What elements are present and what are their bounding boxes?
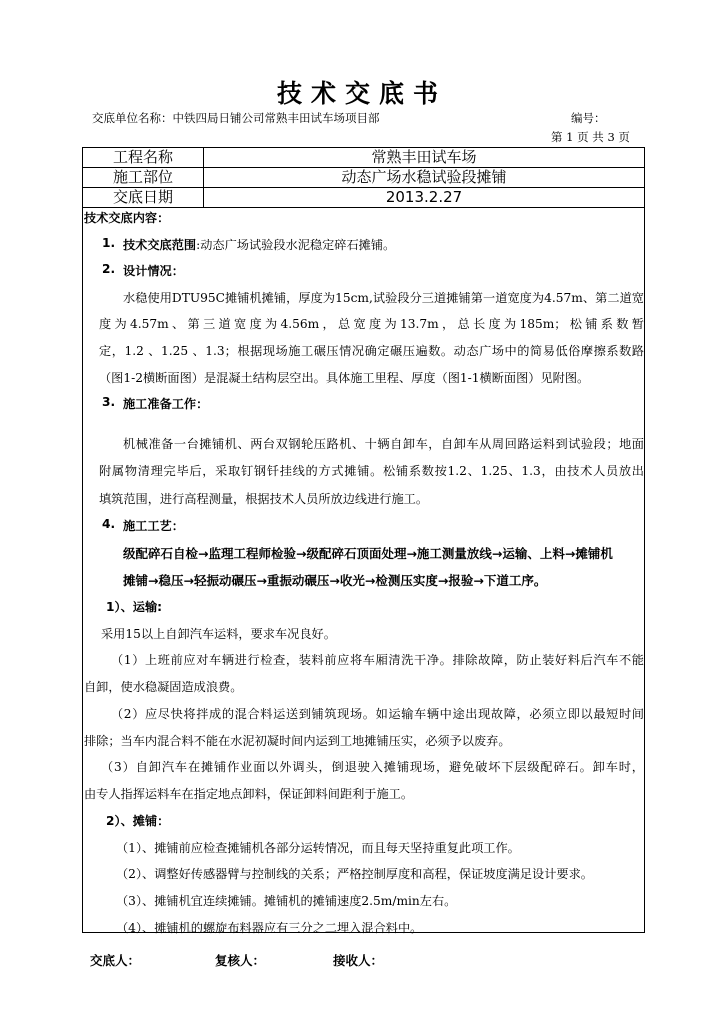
section-3-line: 机械准备一台摊铺机、两台双钢轮压路机、十辆自卸车，自卸车从周回路运料到试验段；地面 (123, 437, 644, 451)
section-4-number: 4. (102, 517, 116, 531)
section-3-title: 施工准备工作： (123, 397, 209, 411)
section-3-number: 3. (102, 395, 116, 409)
paving-line: （3）、摊铺机宜连续摊铺。摊铺机的摊铺速度2.5m/min左右。 (116, 894, 457, 908)
section-1-number: 1. (102, 236, 116, 250)
document-title: 技术交底书 (276, 79, 447, 108)
paving-line: （2）、调整好传感器臂与控制线的关系；严格控制厚度和高程，保证坡度满足设计要求。 (116, 867, 593, 881)
project-name-row (83, 148, 644, 168)
transport-line: 自卸，使水稳凝固造成浪费。 (84, 680, 243, 694)
section-2-line: 度为4.57m、第三道宽度为4.56m，总宽度为13.7m，总长度为185m；松铺系数暂 (99, 317, 644, 331)
receiver-signature-label: 接收人： (333, 953, 384, 968)
project-name-label: 工程名称 (83, 148, 204, 167)
construction-part-value: 动态广场水稳试验段摊铺 (341, 168, 507, 186)
section-2-line: （图1-2横断面图）是混凝土结构层空出。具体施工里程、厚度（图1-1横断面图）见附图。 (99, 371, 590, 385)
section-4-title: 施工工艺： (123, 519, 184, 533)
section-2-line: 水稳使用DTU95C摊铺机摊铺，厚度为15cm,试验段分三道摊铺第一道宽度为4.57m、第二道宽 (123, 291, 644, 305)
disclosure-date-label: 交底日期 (83, 188, 204, 207)
transport-line: （3）自卸汽车在摊铺作业面以外调头，倒退驶入摊铺现场，避免破坏下层级配碎石。卸车时， (101, 760, 644, 774)
transport-line: 采用15以上自卸汽车运料，要求车况良好。 (101, 627, 336, 641)
page-info: 第 1 页 共 3 页 (551, 130, 630, 144)
section-2-number: 2. (102, 262, 116, 276)
disclosure-date-row (83, 188, 644, 208)
section-1-title: 技术交底范围 (123, 238, 197, 252)
transport-line: （2）应尽快将拌成的混合料运送到铺筑现场。如运输车辆中途出现故障，必须立即以最短时间 (111, 707, 644, 721)
construction-part-row (83, 168, 644, 188)
paving-title: 2）、摊铺： (106, 814, 170, 828)
transport-line: 排除；当车内混合料不能在水泥初凝时间内运到工地摊铺压实，必须予以废弃。 (84, 734, 511, 748)
disclosure-sheet (82, 147, 645, 933)
section-1-text: :动态广场试验段水泥稳定碎石摊铺。 (196, 238, 396, 252)
transport-line: （1）上班前应对车辆进行检查，装料前应将车厢清洗干净。排除故障，防止装好料后汽车不能 (111, 653, 644, 667)
section-3-line: 附属物清理完毕后，采取钉钢钎挂线的方式摊铺。松铺系数按1.2、1.25、1.3，由技术人员放出 (99, 464, 644, 478)
issuing-unit: 交底单位名称：中铁四局日铺公司常熟丰田试车场项目部 (92, 111, 380, 125)
construction-part-label: 施工部位 (83, 168, 204, 187)
section-3-line: 填筑范围，进行高程测量，根据技术人员所放边线进行施工。 (99, 492, 429, 506)
paving-line: （4）、摊铺机的螺旋布料器应有三分之二埋入混合料中。 (116, 921, 423, 935)
section-2-line: 定，1.2 、1.25 、1.3；根据现场施工碾压情况确定碾压遍数。动态广场中的简易低俗摩擦系数路 (99, 344, 644, 358)
section-2-title: 设计情况： (123, 264, 184, 278)
transport-title: 1）、运输: (106, 600, 163, 614)
project-name-value: 常熟丰田试车场 (371, 148, 477, 166)
section-1 (123, 236, 395, 253)
paving-line: （1）、摊铺前应检查摊铺机各部分运转情况，而且每天坚持重复此项工作。 (116, 841, 520, 855)
content-heading: 技术交底内容： (84, 211, 170, 225)
transport-line: 由专人指挥运料车在指定地点卸料，保证卸料间距利于施工。 (84, 787, 414, 801)
disclosure-date-value: 2013.2.27 (385, 188, 463, 206)
submitter-signature-label: 交底人： (90, 953, 141, 968)
document-number-label: 编号： (571, 111, 606, 125)
process-flow-line: 级配碎石自检→监理工程师检验→级配碎石顶面处理→施工测量放线→运输、上料→摊铺机 (123, 546, 613, 561)
process-flow-line: 摊铺→稳压→轻振动碾压→重振动碾压→收光→检测压实度→报验→下道工序。 (123, 573, 547, 588)
reviewer-signature-label: 复核人： (215, 953, 266, 968)
